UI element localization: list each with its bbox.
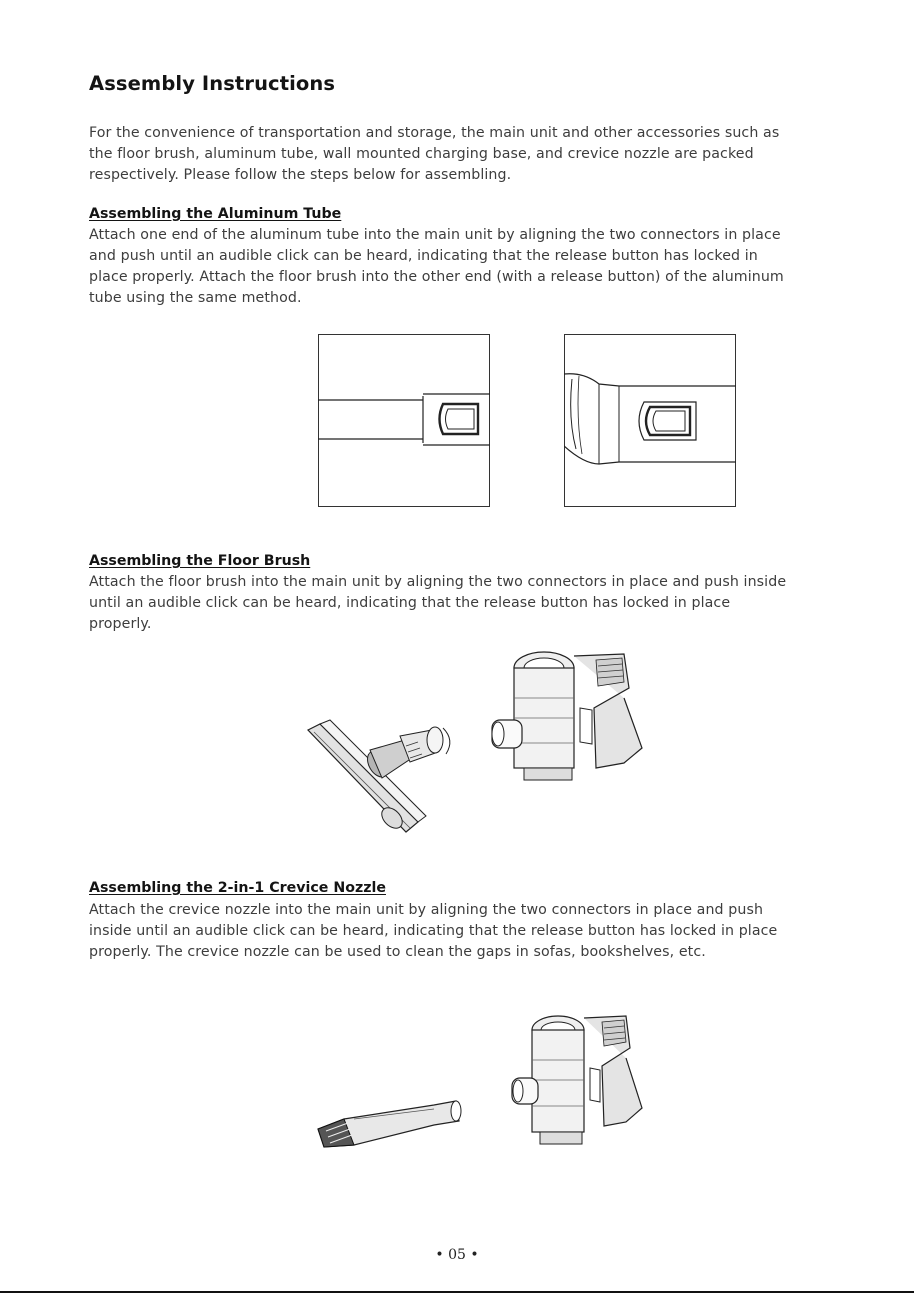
floor-brush-illustration — [300, 710, 460, 840]
section-body-aluminum-tube: Attach one end of the aluminum tube into the main unit by aligning the two connectors in place and push until an audible click can be heard, indicating that the release button has locked in place properly. Attach the floor brush into the other end (with a release button) of the aluminum tube using the same method. — [89, 227, 784, 306]
section-heading-aluminum-tube: Assembling the Aluminum Tube — [89, 206, 342, 222]
intro-paragraph: For the convenience of transportation and storage, the main unit and other accessories such as the floor brush, aluminum tube, wall mounted charging base, and crevice nozzle are packed respectively. Please follow the steps below for assembling. — [89, 125, 780, 183]
bottom-rule — [0, 1291, 914, 1293]
aluminum-tube-connector-figure-1 — [318, 334, 490, 507]
section-heading-floor-brush: Assembling the Floor Brush — [89, 553, 311, 569]
page-title: Assembly Instructions — [89, 72, 336, 95]
main-unit-illustration-floor-brush — [484, 648, 652, 788]
main-unit-illustration-crevice-nozzle — [508, 1008, 648, 1148]
section-body-floor-brush: Attach the floor brush into the main unit by aligning the two connectors in place and push inside until an audible click can be heard, indicating that the release button has locked in place properly. — [89, 574, 787, 632]
page-number: • 05 • — [435, 1247, 479, 1263]
crevice-nozzle-illustration — [314, 1095, 464, 1155]
section-heading-crevice-nozzle: Assembling the 2-in-1 Crevice Nozzle — [89, 880, 386, 896]
aluminum-tube-connector-figure-2 — [564, 334, 736, 507]
section-body-crevice-nozzle: Attach the crevice nozzle into the main unit by aligning the two connectors in place and push inside until an audible click can be heard, indicating that the release button has locked in place properly. The crevice nozzle can be used to clean the gaps in sofas, bookshelves, etc. — [89, 902, 778, 960]
